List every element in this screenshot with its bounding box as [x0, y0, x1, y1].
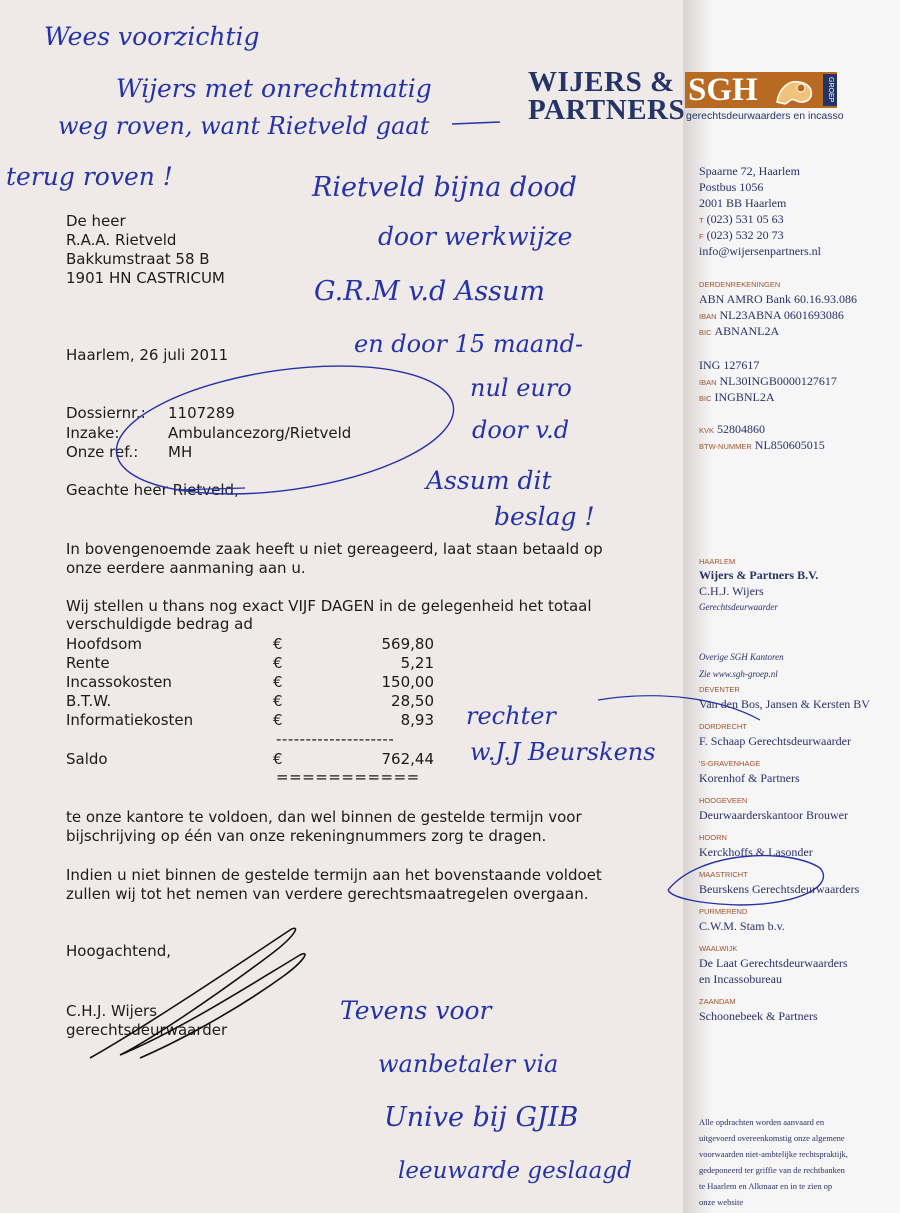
paragraph-line: Wij stellen u thans nog exact VIJF DAGEN in de gelegenheid het totaal [66, 597, 592, 615]
office-name: F. Schaap Gerechtsdeurwaarder [699, 734, 851, 748]
paragraph-line: zullen wij tot het nemen van verdere gerechtsmaatregelen overgaan. [66, 885, 589, 903]
ref-label: Onze ref.: [66, 443, 139, 461]
office-city: HOORN [699, 833, 727, 842]
address-city: 2001 BB Haarlem [699, 196, 787, 210]
letter-salutation: Geachte heer Rietveld, [66, 481, 239, 499]
fax-label: F [699, 232, 704, 241]
currency-symbol: € [273, 711, 283, 729]
paragraph-line: Indien u niet binnen de gestelde termijn aan het bovenstaande voldoet [66, 866, 602, 884]
iban-label: IBAN [699, 378, 717, 387]
office-name: Beurskens Gerechtsdeurwaarders [699, 882, 860, 896]
ing-bic: INGBNL2A [714, 390, 775, 404]
terms-line: gedeponeerd ter griffie van de rechtbanken [699, 1165, 845, 1175]
currency-symbol: € [273, 750, 283, 768]
office-name: Deurwaarderskantoor Brouwer [699, 808, 848, 822]
office-city: ZAANDAM [699, 997, 736, 1006]
office-city: WAALWIJK [699, 944, 738, 953]
handwritten-note: en door 15 maand- [354, 330, 584, 358]
recipient-city: 1901 HN CASTRICUM [66, 269, 225, 287]
inzake-label: Inzake: [66, 424, 120, 442]
office-city: DEVENTER [699, 685, 740, 694]
strike-mark [175, 488, 245, 490]
bic-label: BIC [699, 328, 712, 337]
circle-mark [108, 347, 461, 513]
handwritten-note: door werkwijze [378, 222, 573, 251]
recipient-street: Bakkumstraat 58 B [66, 250, 210, 268]
ing-account: ING 127617 [699, 358, 760, 372]
office-name: Van den Bos, Jansen & Kersten BV [699, 697, 870, 711]
handwritten-note: G.R.M v.d Assum [314, 276, 546, 307]
amount-label: Rente [66, 654, 110, 672]
email: info@wijersenpartners.nl [699, 244, 822, 258]
handwritten-note: door v.d [472, 416, 570, 444]
terms-line: uitgevoerd overeenkomstig onze algemene [699, 1133, 845, 1143]
btw-number: NL850605015 [754, 438, 825, 452]
handwritten-note: leeuwarde geslaagd [398, 1158, 632, 1184]
handwritten-note: nul euro [470, 374, 572, 402]
ing-iban: NL30INGB0000127617 [719, 374, 837, 388]
terms-line: te Haarlem en Alkmaar en in te zien op [699, 1181, 833, 1191]
amount-value: 5,21 [400, 654, 434, 672]
handwritten-note: Rietveld bijna dood [312, 172, 577, 203]
paragraph-line: te onze kantore te voldoen, dan wel binnen de gestelde termijn voor [66, 808, 582, 826]
groep-label: GROEP [823, 74, 837, 106]
office-city: HOOGEVEEN [699, 796, 748, 805]
total-double-rule: =========== [276, 768, 420, 786]
ref-value: MH [168, 443, 193, 461]
handwritten-note: Tevens voor [340, 996, 492, 1025]
sum-rule: -------------------- [276, 730, 395, 748]
office-name: Wijers & Partners B.V. [699, 568, 819, 582]
office-name: Kerckhoffs & Lasonder [699, 845, 813, 859]
handwritten-note: terug roven ! [6, 162, 173, 191]
office-role: Gerechtsdeurwaarder [699, 602, 778, 612]
underline-mark [452, 122, 500, 124]
circle-mark [668, 856, 823, 905]
tagline: gerechtsdeurwaarders en incasso [686, 110, 844, 122]
handwritten-note: Wees voorzichtig [44, 22, 260, 51]
office-city: PURMEREND [699, 907, 748, 916]
handwritten-note: rechter [466, 702, 556, 730]
letter-date: Haarlem, 26 juli 2011 [66, 346, 229, 364]
amount-value: 150,00 [381, 673, 434, 691]
paragraph-line: onze eerdere aanmaning aan u. [66, 559, 306, 577]
amount-label: B.T.W. [66, 692, 112, 710]
handwritten-note: beslag ! [494, 502, 595, 531]
kvk-number: 52804860 [717, 422, 766, 436]
signer-name: C.H.J. Wijers [66, 1002, 158, 1020]
btw-label: BTW-NUMMER [699, 442, 752, 451]
office-city: HAARLEM [699, 557, 736, 566]
handwritten-note: wanbetaler via [378, 1050, 559, 1078]
office-person: C.H.J. Wijers [699, 584, 764, 598]
terms-line: voorwaarden niet-ambtelijke rechtspraktijk, [699, 1149, 848, 1159]
dossier-label: Dossiernr.: [66, 404, 146, 422]
amount-label: Informatiekosten [66, 711, 194, 729]
phone-number: (023) 531 05 63 [706, 212, 784, 226]
logo-partners: PARTNERS [528, 94, 686, 126]
handwritten-note: Assum dit [426, 466, 552, 495]
handwritten-note: Unive bij GJIB [384, 1102, 579, 1133]
abn-bic: ABNANL2A [714, 324, 780, 338]
paragraph-line: In bovengenoemde zaak heeft u niet gereageerd, laat staan betaald op [66, 540, 603, 558]
others-title: Overige SGH Kantoren [699, 652, 784, 662]
office-name: De Laat Gerechtsdeurwaarders [699, 956, 848, 970]
currency-symbol: € [273, 692, 283, 710]
terms-line: onze website [699, 1197, 744, 1207]
amount-label: Hoofdsom [66, 635, 143, 653]
terms-line: Alle opdrachten worden aanvaard en [699, 1117, 825, 1127]
closing: Hoogachtend, [66, 942, 172, 960]
handwritten-note: w.J.J Beurskens [470, 738, 656, 766]
phone-label: T [699, 216, 704, 225]
paragraph-line: verschuldigde bedrag ad [66, 615, 253, 633]
arrow-line [598, 696, 760, 720]
total-label: Saldo [66, 750, 108, 768]
kvk-label: KVK [699, 426, 715, 435]
amount-label: Incassokosten [66, 673, 172, 691]
office-name: Schoonebeek & Partners [699, 1009, 818, 1023]
logo-wijers: WIJERS & [528, 66, 675, 98]
recipient-salutation: De heer [66, 212, 126, 230]
handwritten-note: Wijers met onrechtmatig [116, 74, 432, 103]
abn-iban: NL23ABNA 0601693086 [719, 308, 844, 322]
recipient-name: R.A.A. Rietveld [66, 231, 177, 249]
address-street: Spaarne 72, Haarlem [699, 164, 800, 178]
others-site: Zie www.sgh-groep.nl [699, 669, 778, 679]
office-city: MAASTRICHT [699, 870, 748, 879]
office-city: DORDRECHT [699, 722, 747, 731]
office-city: 'S-GRAVENHAGE [699, 759, 761, 768]
dossier-number: 1107289 [168, 404, 235, 422]
inzake-value: Ambulancezorg/Rietveld [168, 424, 352, 442]
amount-value: 28,50 [391, 692, 434, 710]
iban-label: IBAN [699, 312, 717, 321]
currency-symbol: € [273, 673, 283, 691]
office-name: Korenhof & Partners [699, 771, 800, 785]
address-pobox: Postbus 1056 [699, 180, 764, 194]
bic-label: BIC [699, 394, 712, 403]
fax-number: (023) 532 20 73 [706, 228, 784, 242]
office-name: C.W.M. Stam b.v. [699, 919, 785, 933]
paragraph-line: bijschrijving op één van onze rekeningnummers zorg te dragen. [66, 827, 547, 845]
office-name-2: en Incassobureau [699, 972, 782, 986]
amount-value: 569,80 [381, 635, 434, 653]
currency-symbol: € [273, 635, 283, 653]
signature [90, 928, 305, 1058]
bank-heading: DERDENREKENINGEN [699, 280, 781, 289]
total-value: 762,44 [381, 750, 434, 768]
abn-account: ABN AMRO Bank 60.16.93.086 [699, 292, 858, 306]
amount-value: 8,93 [400, 711, 434, 729]
currency-symbol: € [273, 654, 283, 672]
handwritten-note: weg roven, want Rietveld gaat [58, 112, 430, 140]
signer-role: gerechtsdeurwaarder [66, 1021, 228, 1039]
sgh-logo: SGH [685, 72, 837, 108]
